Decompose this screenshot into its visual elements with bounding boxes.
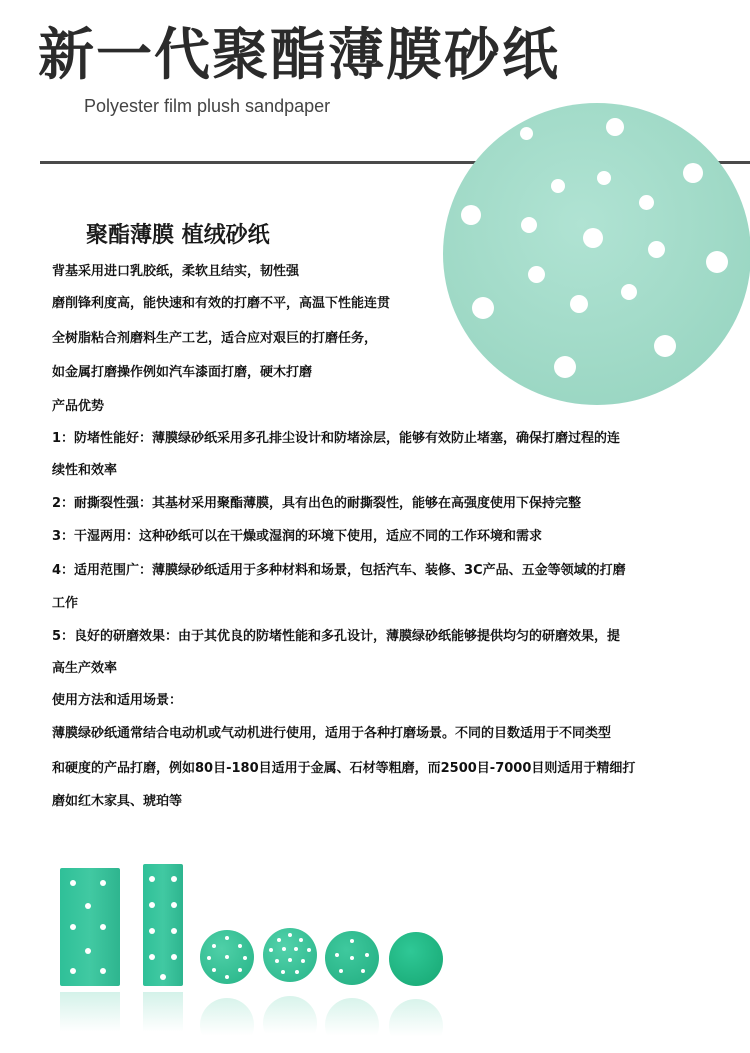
strip-hole bbox=[149, 928, 155, 934]
disc-hole bbox=[639, 195, 654, 210]
strip-hole bbox=[171, 902, 177, 908]
disc-hole bbox=[307, 948, 311, 952]
disc-hole bbox=[288, 933, 292, 937]
sanding-disc-image bbox=[443, 103, 750, 405]
disc-hole bbox=[350, 939, 354, 943]
strip-hole bbox=[100, 880, 106, 886]
strip-hole bbox=[70, 880, 76, 886]
disc-hole bbox=[294, 947, 298, 951]
sanding-disc-small-image bbox=[263, 928, 317, 982]
disc-hole bbox=[551, 179, 565, 193]
body-line: 背基采用进口乳胶纸，柔软且结实，韧性强 bbox=[52, 264, 300, 279]
disc-hole bbox=[282, 947, 286, 951]
disc-hole bbox=[570, 295, 588, 313]
disc-hole bbox=[238, 944, 242, 948]
disc-hole bbox=[207, 956, 211, 960]
body-line: 3：干湿两用：这种砂纸可以在干燥或湿润的环境下使用，适应不同的工作环境和需求 bbox=[52, 529, 543, 544]
strip-reflection bbox=[60, 992, 120, 1032]
disc-hole bbox=[238, 968, 242, 972]
disc-hole bbox=[225, 975, 229, 979]
disc-hole bbox=[277, 938, 281, 942]
disc-hole bbox=[225, 955, 229, 959]
strip-hole bbox=[70, 924, 76, 930]
sanding-disc-small-image bbox=[200, 930, 254, 984]
disc-hole bbox=[339, 969, 343, 973]
body-line: 使用方法和适用场景： bbox=[52, 693, 183, 708]
disc-hole bbox=[683, 163, 703, 183]
body-line: 2：耐撕裂性强：其基材采用聚酯薄膜，具有出色的耐撕裂性，能够在高强度使用下保持完整 bbox=[52, 496, 582, 511]
body-line: 薄膜绿砂纸通常结合电动机或气动机进行使用，适用于各种打磨场景。不同的目数适用于不同类型 bbox=[52, 726, 612, 741]
body-line: 1：防堵性能好：薄膜绿砂纸采用多孔排尘设计和防堵涂层，能够有效防止堵塞，确保打磨过程的连 bbox=[52, 431, 621, 446]
disc-hole bbox=[654, 335, 676, 357]
sanding-disc-small-image bbox=[389, 932, 443, 986]
disc-hole bbox=[365, 953, 369, 957]
disc-hole bbox=[212, 944, 216, 948]
body-line: 如金属打磨操作例如汽车漆面打磨，硬木打磨 bbox=[52, 365, 313, 380]
disc-hole bbox=[521, 217, 537, 233]
disc-hole bbox=[461, 205, 481, 225]
strip-hole bbox=[85, 948, 91, 954]
disc-hole bbox=[295, 970, 299, 974]
disc-hole bbox=[301, 959, 305, 963]
disc-hole bbox=[243, 956, 247, 960]
disc-hole bbox=[225, 936, 229, 940]
disc-hole bbox=[583, 228, 603, 248]
sandpaper-strip-image bbox=[60, 868, 120, 986]
strip-hole bbox=[171, 876, 177, 882]
strip-hole bbox=[160, 974, 166, 980]
body-line: 续性和效率 bbox=[52, 463, 118, 478]
sanding-disc-small-image bbox=[325, 931, 379, 985]
disc-hole bbox=[528, 266, 545, 283]
body-line: 高生产效率 bbox=[52, 661, 118, 676]
disc-hole bbox=[597, 171, 611, 185]
body-line: 4：适用范围广：薄膜绿砂纸适用于多种材料和场景，包括汽车、装修、3C产品、五金等领域的打磨 bbox=[52, 563, 626, 578]
disc-hole bbox=[350, 956, 354, 960]
disc-hole bbox=[554, 356, 576, 378]
section-heading: 聚酯薄膜 植绒砂纸 bbox=[86, 223, 270, 248]
disc-hole bbox=[361, 969, 365, 973]
disc-hole bbox=[472, 297, 494, 319]
strip-hole bbox=[100, 968, 106, 974]
body-line: 和硬度的产品打磨，例如80目-180目适用于金属、石材等粗磨，而2500目-7000目则适用于精细打 bbox=[52, 761, 636, 776]
disc-hole bbox=[212, 968, 216, 972]
body-line: 磨如红木家具、琥珀等 bbox=[52, 794, 183, 809]
body-line: 全树脂粘合剂磨料生产工艺，适合应对艰巨的打磨任务， bbox=[52, 331, 378, 346]
page-title: 新一代聚酯薄膜砂纸 bbox=[38, 23, 560, 88]
disc-hole bbox=[299, 938, 303, 942]
disc-reflection bbox=[263, 996, 317, 1050]
strip-hole bbox=[149, 876, 155, 882]
strip-hole bbox=[85, 903, 91, 909]
body-line: 工作 bbox=[52, 596, 79, 611]
body-line: 产品优势 bbox=[52, 399, 105, 414]
disc-hole bbox=[275, 959, 279, 963]
disc-hole bbox=[520, 127, 533, 140]
disc-hole bbox=[335, 953, 339, 957]
disc-hole bbox=[648, 241, 665, 258]
strip-hole bbox=[149, 954, 155, 960]
page-subtitle: Polyester film plush sandpaper bbox=[84, 96, 331, 116]
disc-reflection bbox=[325, 998, 379, 1052]
body-line: 5：良好的研磨效果：由于其优良的防堵性能和多孔设计，薄膜绿砂纸能够提供均匀的研磨效果，提 bbox=[52, 629, 621, 644]
disc-hole bbox=[269, 948, 273, 952]
disc-hole bbox=[281, 970, 285, 974]
disc-hole bbox=[606, 118, 624, 136]
disc-hole bbox=[288, 958, 292, 962]
disc-hole bbox=[621, 284, 637, 300]
strip-reflection bbox=[143, 992, 183, 1032]
disc-reflection bbox=[200, 998, 254, 1052]
strip-hole bbox=[171, 928, 177, 934]
strip-hole bbox=[149, 902, 155, 908]
strip-hole bbox=[70, 968, 76, 974]
sandpaper-strip-image bbox=[143, 864, 183, 986]
disc-reflection bbox=[389, 999, 443, 1053]
body-line: 磨削锋利度高，能快速和有效的打磨不平，高温下性能连贯 bbox=[52, 296, 391, 311]
strip-hole bbox=[171, 954, 177, 960]
strip-hole bbox=[100, 924, 106, 930]
disc-hole bbox=[706, 251, 728, 273]
